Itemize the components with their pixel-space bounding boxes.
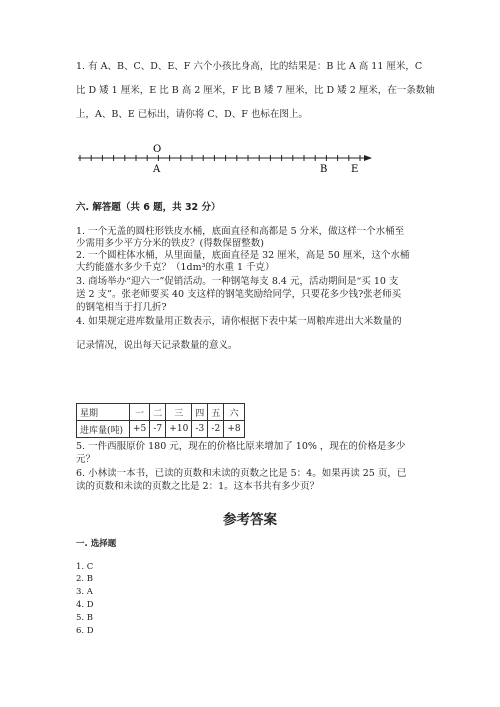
value-6: +8 — [224, 421, 244, 438]
value-5: -2 — [208, 421, 224, 438]
question-1-line-1: 1. 有 A、B、C、D、E、F 六个小孩比身高，比的结果是：B 比 A 高 11 厘米，C — [76, 61, 423, 72]
s6-line-4: 大约能盛水多少千克？（1dm³的水重 1 千克） — [76, 262, 275, 273]
s6-line-1: 1. 一个无盖的圆柱形铁皮水桶，底面直径和高都是 5 分米，做这样一个水桶至 — [76, 226, 405, 237]
answer-6: 6. D — [76, 626, 94, 636]
origin-label: O — [153, 144, 162, 155]
number-line-arrow — [364, 155, 372, 161]
s6-line-3: 2. 一个圆柱体水桶，从里面量，底面直径是 32 厘米，高是 50 厘米，这个水桶 — [76, 250, 410, 261]
s6-line-5: 3. 商场举办“迎六一”促销活动。一种钢笔每支 8.4 元，活动期间是“买 10 支 — [76, 276, 399, 287]
value-2: -7 — [150, 421, 166, 438]
s6-line-10: 5. 一件西服原价 180 元，现在的价格比原来增加了 10% ，现在的价格是多少 — [76, 441, 406, 452]
s6-line-13: 读的页数和未读的页数之比是 2：1。这本书共有多少页？ — [76, 481, 320, 492]
day-5: 五 — [208, 404, 224, 421]
s6-line-8: 4. 如果规定进库数量用正数表示，请你根据下表中某一周粮库进出大米数量的 — [76, 316, 402, 327]
day-3: 三 — [166, 404, 192, 421]
answer-5: 5. B — [76, 613, 94, 623]
answer-3: 3. A — [76, 587, 93, 597]
answers-section-1: 一. 选择题 — [76, 539, 117, 549]
section-6-title: 六. 解答题（共 6 题，共 32 分） — [76, 202, 221, 213]
table-row-label: 进库量(吨) — [77, 421, 130, 438]
value-1: +5 — [130, 421, 150, 438]
question-1-line-3: 上，A、B、E 已标出，请你将 C、D、F 也标在图上。 — [76, 109, 308, 120]
table-header-label: 星期 — [77, 404, 130, 421]
value-3: +10 — [166, 421, 192, 438]
s6-line-12: 6. 小林读一本书，已读的页数和未读的页数之比是 5：4。如果再读 25 页，已 — [76, 468, 407, 479]
table-row — [77, 421, 245, 438]
answer-1: 1. C — [76, 562, 94, 572]
answer-4: 4. D — [76, 600, 94, 610]
day-4: 四 — [192, 404, 208, 421]
s6-line-6: 送 2 支”。张老师要买 40 支这样的钢笔奖励给同学，只要花多少钱?张老师买 — [76, 289, 402, 300]
point-b-label: B — [320, 164, 328, 175]
table-header-row — [77, 404, 245, 421]
day-1: 一 — [130, 404, 150, 421]
day-2: 二 — [150, 404, 166, 421]
s6-line-7: 的钢笔相当于打几折? — [76, 302, 167, 313]
grain-stock-table — [76, 403, 245, 438]
answer-2: 2. B — [76, 574, 94, 584]
answers-title: 参考答案 — [223, 512, 277, 528]
question-1-line-2: 比 D 矮 1 厘米，E 比 B 高 2 厘米，F 比 B 矮 7 厘米，比 D 矮 2 厘米，在一条数轴 — [76, 85, 435, 96]
s6-line-2: 少需用多少平方分米的铁皮？(得数保留整数) — [76, 238, 264, 249]
point-e-label: E — [351, 164, 359, 175]
point-a-label: A — [153, 164, 161, 175]
s6-line-9: 记录情况，说出每天记录数量的意义。 — [76, 340, 238, 351]
s6-line-11: 元？ — [76, 454, 96, 465]
value-4: -3 — [192, 421, 208, 438]
day-6: 六 — [224, 404, 244, 421]
